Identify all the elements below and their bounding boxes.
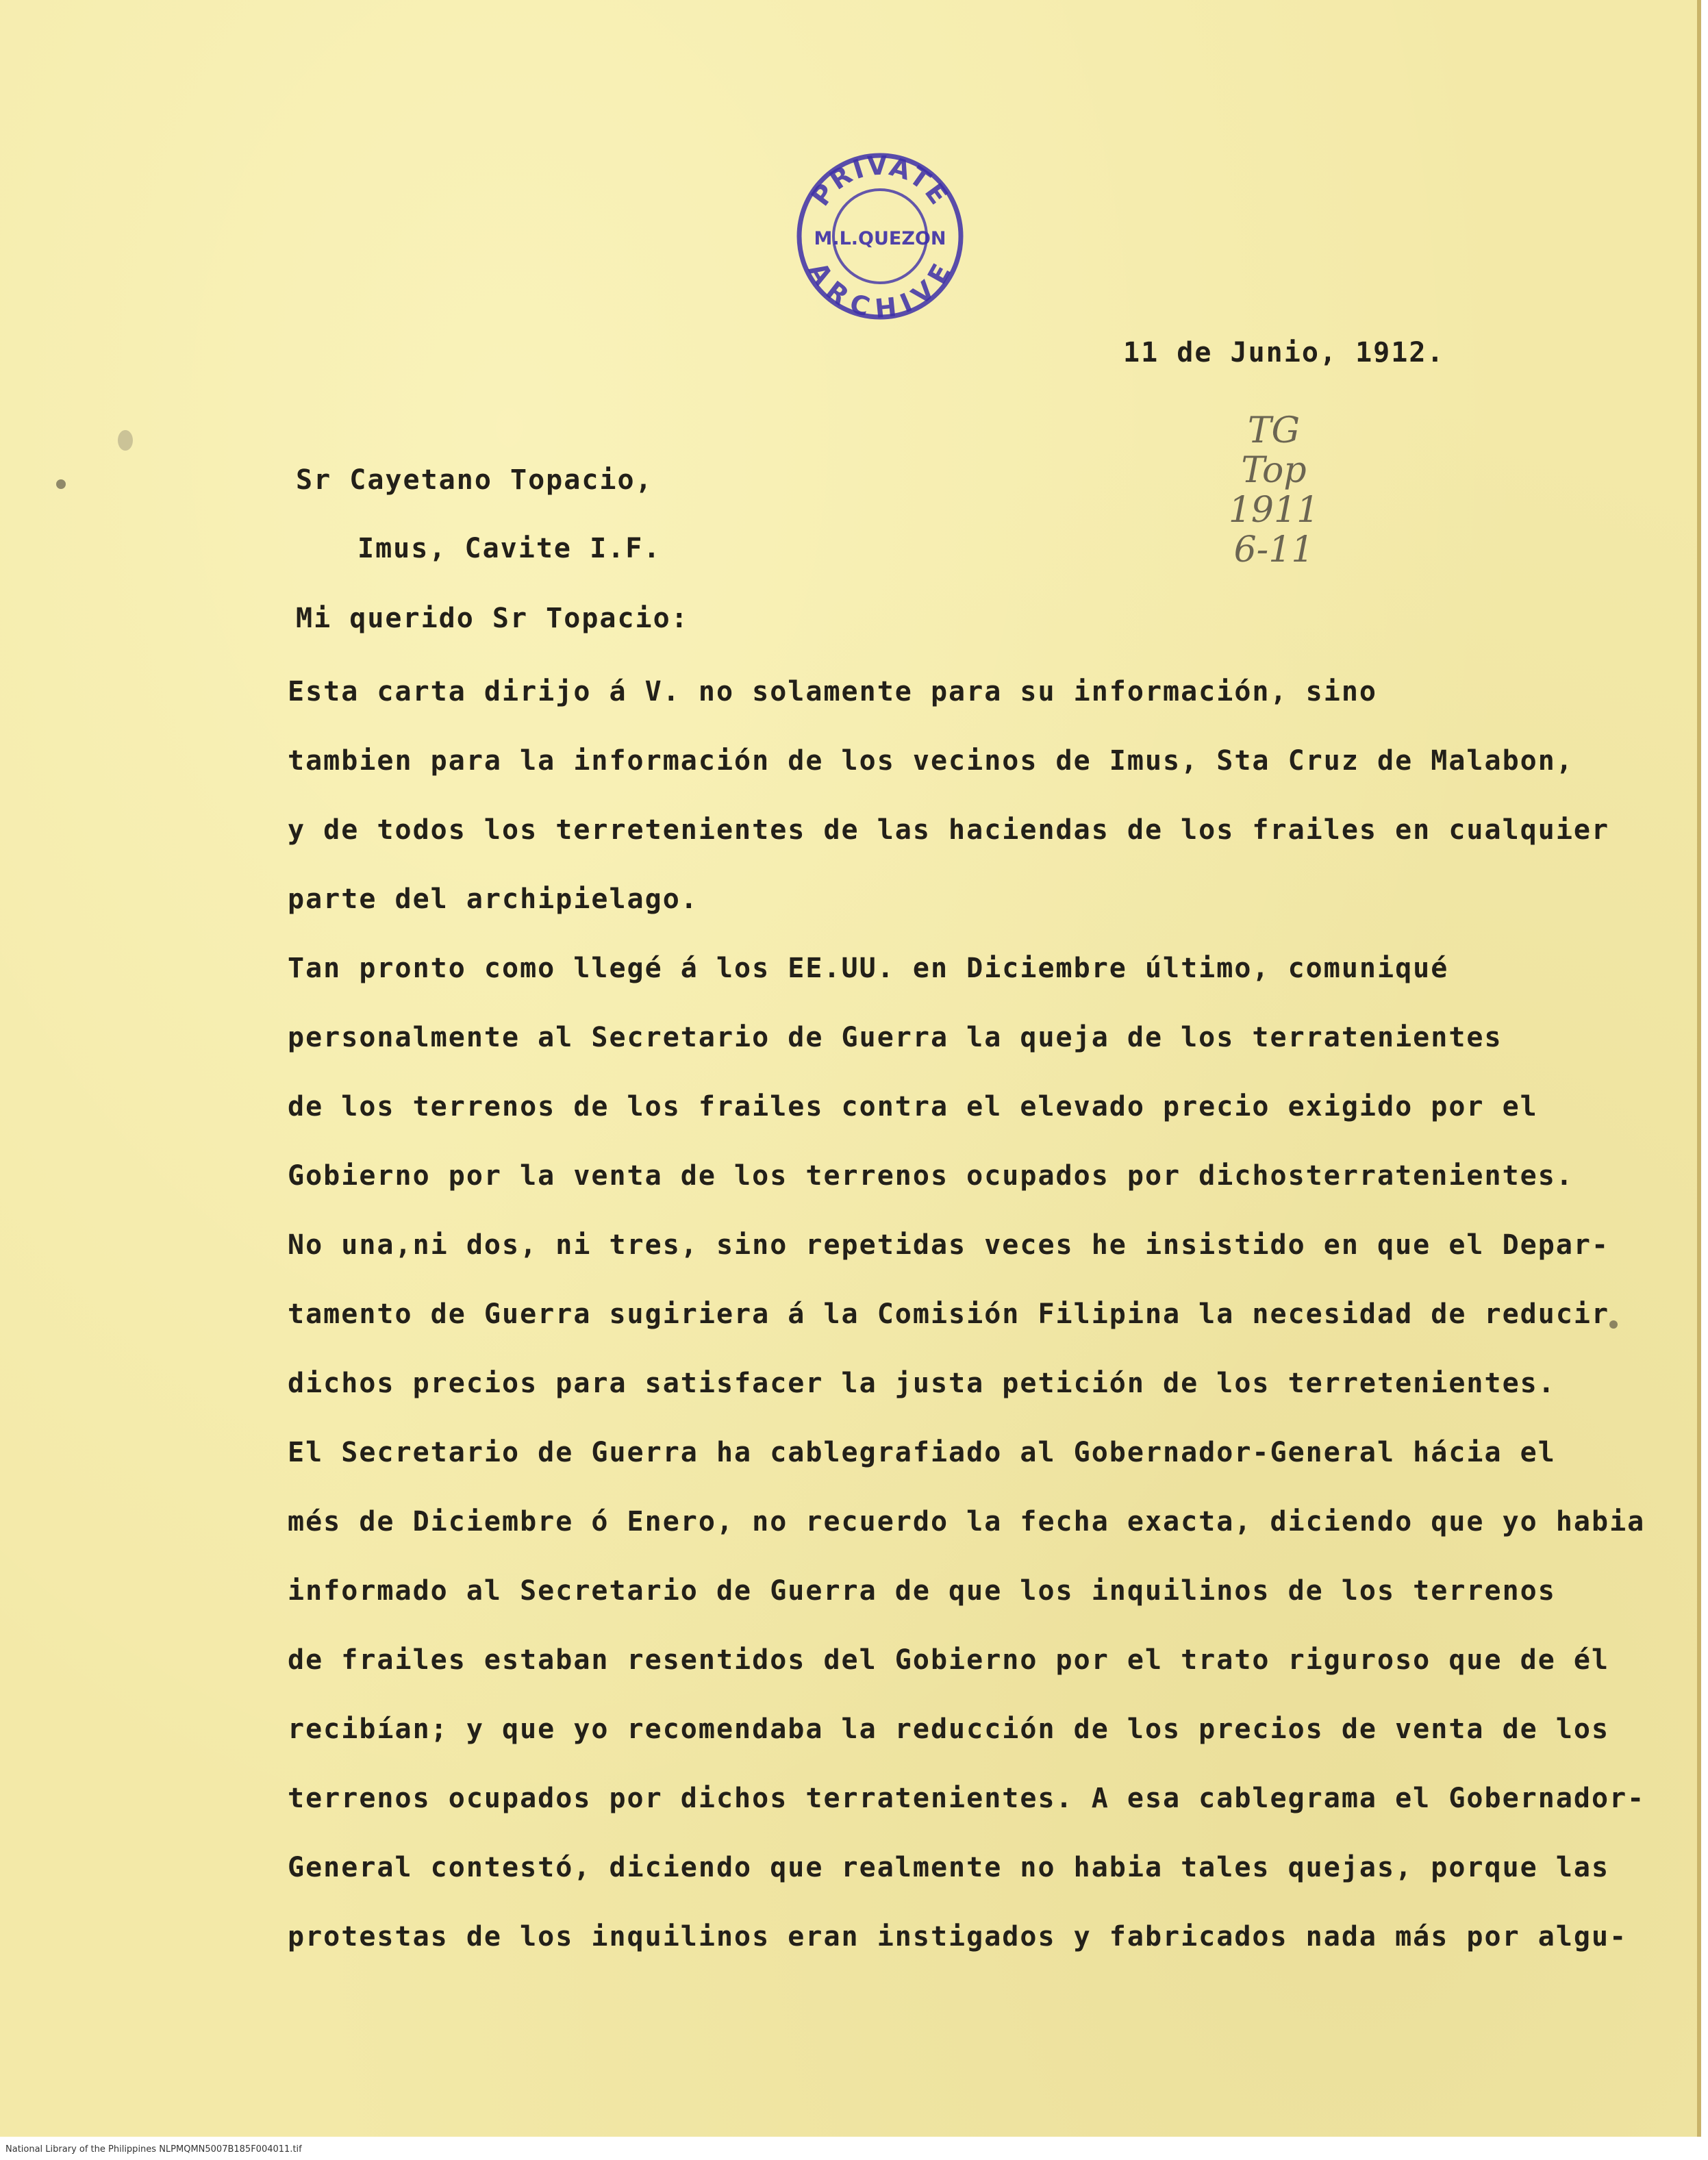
annotation-line: TG — [1247, 410, 1301, 451]
body-line: informado al Secretario de Guerra de que los inquilinos de los terrenos — [288, 1575, 1556, 1607]
body-line: No una,ni dos, ni tres, sino repetidas veces he insistido en que el Depar- — [288, 1229, 1610, 1261]
svg-text:ARCHIVE — [803, 257, 958, 322]
body-line: personalmente al Secretario de Guerra la queja de los terratenientes — [288, 1022, 1503, 1053]
annotation-line: 1911 — [1228, 490, 1320, 531]
body-line: Tan pronto como llegé á los EE.UU. en Diciembre último, comuniqué — [288, 953, 1449, 984]
letter-body — [288, 675, 1646, 1989]
body-line: tamento de Guerra sugiriera á la Comisión Filipina la necesidad de reducir — [288, 1298, 1610, 1330]
body-line: Gobierno por la venta de los terrenos ocupados por dichosterratenientes. — [288, 1160, 1574, 1192]
annotation-line: 6-11 — [1233, 529, 1314, 570]
body-line: dichos precios para satisfacer la justa petición de los terretenientes. — [288, 1368, 1556, 1399]
body-line: més de Diciembre ó Enero, no recuerdo la fecha exacta, diciendo que yo habia — [288, 1506, 1646, 1537]
paper-spot — [1609, 1320, 1618, 1329]
body-line: y de todos los terretenientes de las haciendas de los frailes en cualquier — [288, 814, 1610, 846]
body-line: parte del archipielago. — [288, 883, 699, 915]
stamp-top-text: PRIVATE — [805, 151, 955, 212]
recipient-place: Imus, Cavite I.F. — [357, 533, 662, 564]
annotation-line: Top — [1241, 450, 1307, 491]
body-line: Esta carta dirijo á V. no solamente para su información, sino — [288, 676, 1378, 707]
handwritten-annotation — [1219, 411, 1329, 570]
body-line: El Secretario de Guerra ha cablegrafiado al Gobernador-General hácia el — [288, 1437, 1556, 1468]
body-line: de frailes estaban resentidos del Gobierno por el trato riguroso que de él — [288, 1644, 1610, 1676]
letter-date: 11 de Junio, 1912. — [1123, 337, 1445, 368]
body-line: recibían; y que yo recomendaba la reducción de los precios de venta de los — [288, 1713, 1610, 1745]
salutation: Mi querido Sr Topacio: — [296, 603, 689, 634]
body-line: de los terrenos de los frailes contra el elevado precio exigido por el — [288, 1091, 1538, 1122]
body-line: tambien para la información de los vecinos de Imus, Sta Cruz de Malabon, — [288, 745, 1574, 777]
svg-text:PRIVATE — [805, 151, 955, 212]
paper-spot — [118, 430, 133, 451]
paper-spot — [56, 479, 66, 489]
footer-text: National Library of the Philippines NLPMQMN5007B185F004011.tif — [5, 2144, 302, 2155]
stamp-middle-text: M.L.QUEZON — [814, 228, 946, 249]
body-line: protestas de los inquilinos eran instigados y fabricados nada más por algu- — [288, 1921, 1628, 1952]
stamp-bottom-text: ARCHIVE — [802, 257, 958, 322]
archive-stamp — [794, 151, 966, 322]
scan-footer — [0, 2139, 1708, 2160]
recipient-name: Sr Cayetano Topacio, — [296, 464, 653, 496]
stamp-seal-graphic — [794, 151, 966, 322]
body-line: General contestó, diciendo que realmente no habia tales quejas, porque las — [288, 1852, 1610, 1883]
body-line: terrenos ocupados por dichos terratenientes. A esa cablegrama el Gobernador- — [288, 1783, 1646, 1814]
